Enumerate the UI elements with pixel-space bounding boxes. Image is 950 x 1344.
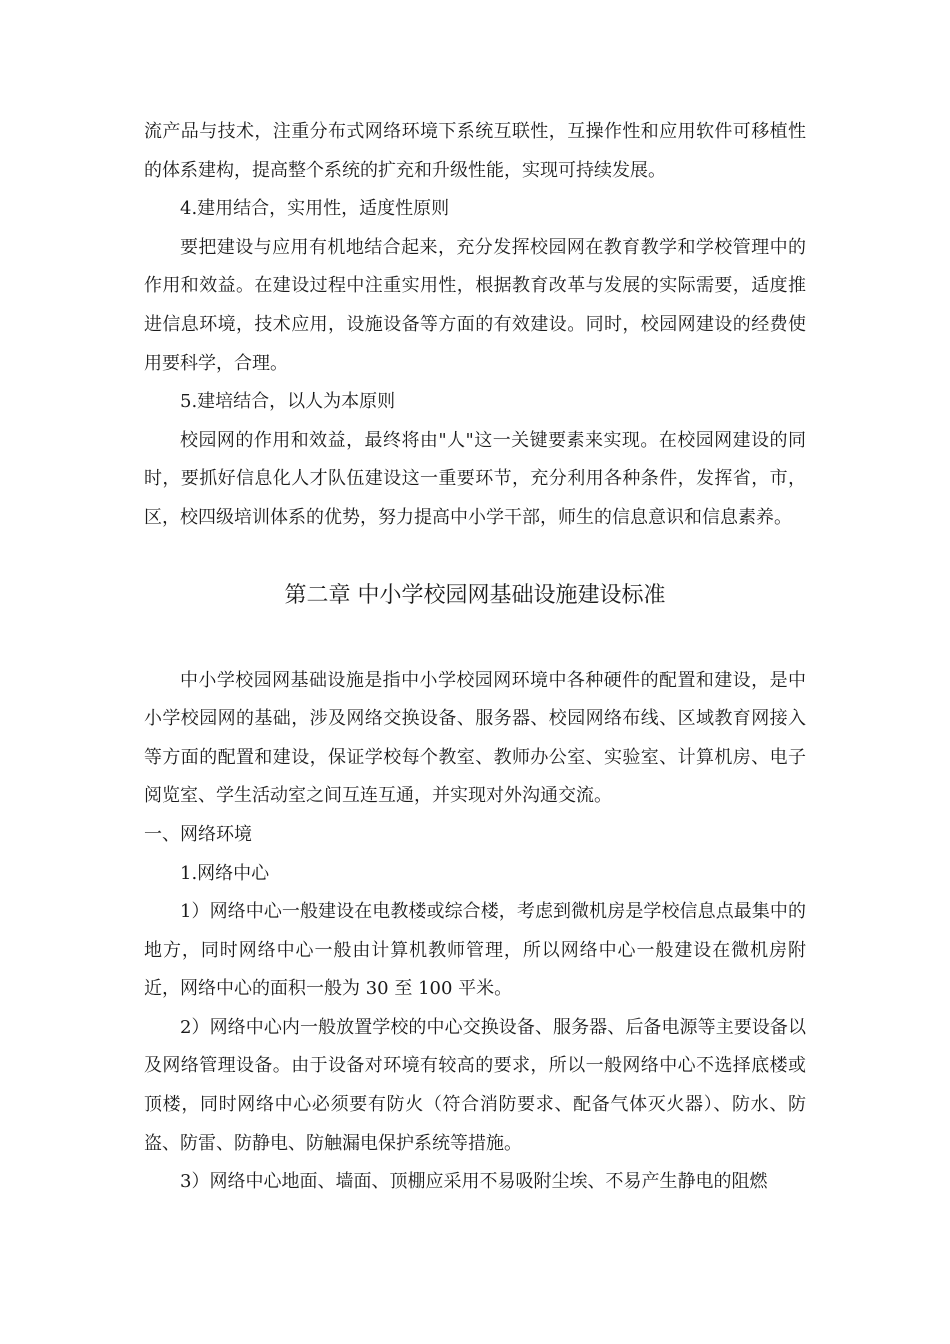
document-page xyxy=(144,113,806,1202)
spacer xyxy=(144,614,806,662)
heading-principle-5: 5.建培结合，以人为本原则 xyxy=(180,391,396,413)
spacer xyxy=(144,538,806,578)
paragraph-intro: 中小学校园网基础设施是指中小学校园网环境中各种硬件的配置和建设，是中小学校园网的基础，涉及网络交换设备、服务器、校园网络布线、区域教育网接入等方面的配置和建设，保证学校每个教室、教师办公室、实验室、计算机房、电子阅览室、学生活动室之间互连互通，并实现对外沟通交流。 xyxy=(144,669,806,807)
heading-principle-4: 4.建用结合，实用性，适度性原则 xyxy=(180,198,450,220)
paragraph-principle-5: 校园网的作用和效益，最终将由"人"这一关键要素来实现。在校园网建设的同时，要抓好信息化人才队伍建设这一重要环节，充分利用各种条件，发挥省，市，区，校四级培训体系的优势，努力提高中小学干部，师生的信息意识和信息素养。 xyxy=(144,429,806,528)
chapter-title: 第二章 中小学校园网基础设施建设标准 xyxy=(284,582,666,608)
list-item-3: 3）网络中心地面、墙面、顶棚应采用不易吸附尘埃、不易产生静电的阻燃 xyxy=(180,1171,768,1193)
subsection-heading-network-center: 1.网络中心 xyxy=(180,862,270,884)
list-item-2: 2）网络中心内一般放置学校的中心交换设备、服务器、后备电源等主要设备以及网络管理设备。由于设备对环境有较高的要求，所以一般网络中心不选择底楼或顶楼，同时网络中心必须要有防火（符合消防要求、配备气体灭火器）、防水、防盗、防雷、防静电、防触漏电保护系统等措施。 xyxy=(144,1016,806,1154)
section-heading-network-environment: 一、网络环境 xyxy=(144,823,252,845)
paragraph-principle-4: 要把建设与应用有机地结合起来，充分发挥校园网在教育教学和学校管理中的作用和效益。在建设过程中注重实用性，根据教育改革与发展的实际需要，适度推进信息环境，技术应用，设施设备等方面的有效建设。同时，校园网建设的经费使用要科学，合理。 xyxy=(144,236,806,374)
list-item-1: 1）网络中心一般建设在电教楼或综合楼，考虑到微机房是学校信息点最集中的地方，同时网络中心一般由计算机教师管理，所以网络中心一般建设在微机房附近，网络中心的面积一般为 30 至 100 平米。 xyxy=(144,901,806,1000)
paragraph-continuation: 流产品与技术，注重分布式网络环境下系统互联性，互操作性和应用软件可移植性的体系建构，提高整个系统的扩充和升级性能，实现可持续发展。 xyxy=(144,121,806,181)
